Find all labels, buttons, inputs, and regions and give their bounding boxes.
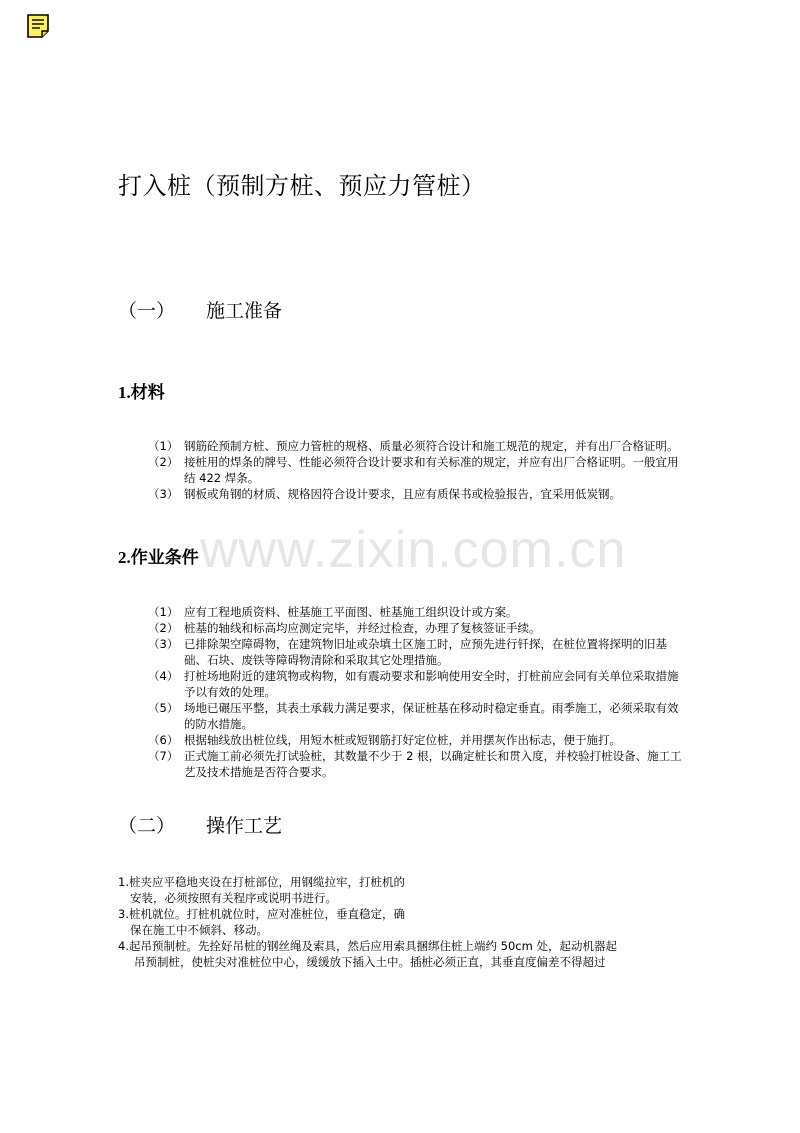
item-text: 正式施工前必须先打试验桩，其数量不少于 2 根，以确定桩长和贯入度，并校验打桩设备、施工工艺及技术措施是否符合要求。 [184,749,682,779]
materials-list [148,438,688,502]
list-item [118,874,698,906]
item-number: （5） [148,701,179,715]
item-text: 桩夹应平稳地夹设在打桩部位，用钢缆拉牢，打桩机的 [128,875,405,889]
item-number: （1） [148,439,179,453]
list-item [148,438,688,454]
subsection-number: 1. [118,383,131,402]
page-title: 打入桩（预制方桩、预应力管桩） [118,172,486,200]
list-item [148,620,688,636]
item-text: 钢板或角钢的材质、规格因符合设计要求，且应有质保书或检验报告，宜采用低炭钢。 [184,487,621,501]
item-number: （4） [148,669,179,683]
section-label: 施工准备 [206,300,283,322]
subsection-heading-materials [118,378,165,403]
item-text: 钢筋砼预制方桩、预应力管桩的规格、质量必须符合设计和施工规范的规定，并有出厂合格证明。 [184,439,679,453]
watermark-text: www.zixin.com.cn [200,521,627,579]
process-list [118,874,698,970]
section-label: 操作工艺 [206,815,283,837]
item-text: 打桩场地附近的建筑物或构物，如有震动要求和影响使用安全时，打桩前应会同有关单位采取措施予以有效的处理。 [184,669,679,699]
subsection-heading-conditions [118,543,199,568]
item-text: 接桩用的焊条的牌号、性能必须符合设计要求和有关标准的规定，并应有出厂合格证明。一般宜用结 422 焊条。 [184,455,679,485]
section-heading-2 [118,811,282,838]
list-item [148,604,688,620]
item-number: 4. [118,939,129,953]
item-number: 3. [118,907,129,921]
list-item [148,668,688,700]
section-number: （一） [118,300,176,322]
list-item [148,700,688,732]
item-text: 已排除架空障碍物，在建筑物旧址或杂填土区施工时，应预先进行钎探，在桩位置将探明的旧基础、石块、废铁等障碍物清除和采取其它处理措施。 [184,637,667,667]
item-text: 起吊预制桩。先拴好吊桩的钢丝绳及索具，然后应用索具捆绑住桩上端约 50cm 处，起动机器起 [128,939,617,953]
item-text: 场地已碾压平整，其表土承载力满足要求，保证桩基在移动时稳定垂直。雨季施工，必须采取有效的防水措施。 [184,701,679,731]
section-number: （二） [118,815,176,837]
item-text: 应有工程地质资料、桩基施工平面图、桩基施工组织设计或方案。 [184,605,518,619]
item-number: （3） [148,487,179,501]
list-item [118,938,698,970]
subsection-label: 作业条件 [130,548,199,568]
subsection-label: 材料 [130,383,165,403]
item-number: （6） [148,733,179,747]
list-item [148,748,688,780]
item-number: （1） [148,605,179,619]
list-item [148,636,688,668]
item-number: 1. [118,875,129,889]
list-item [148,732,688,748]
item-number: （2） [148,621,179,635]
item-number: （7） [148,749,179,763]
list-item [118,906,698,938]
section-heading-1 [118,296,282,323]
item-text: 桩机就位。打桩机就位时，应对准桩位，垂直稳定，确 [128,907,405,921]
item-number: （2） [148,455,179,469]
item-text: 桩基的轴线和标高均应测定完毕，并经过检查，办理了复核签证手续。 [184,621,541,635]
list-item [148,486,688,502]
item-text-continued: 保在施工中不倾斜、移动。 [130,923,268,937]
item-text-continued: 吊预制桩，使桩尖对准桩位中心，缓缓放下插入土中。插桩必须正直，其垂直度偏差不得超过 [134,955,606,969]
item-text-continued: 安装，必须按照有关程序或说明书进行。 [130,891,337,905]
note-icon[interactable] [27,14,49,38]
list-item [148,454,688,486]
item-number: （3） [148,637,179,651]
conditions-list [148,604,688,780]
item-text: 根据轴线放出桩位线，用短木桩或短钢筋打好定位桩，并用摆灰作出标志，便于施打。 [184,733,621,747]
subsection-number: 2. [118,548,131,567]
